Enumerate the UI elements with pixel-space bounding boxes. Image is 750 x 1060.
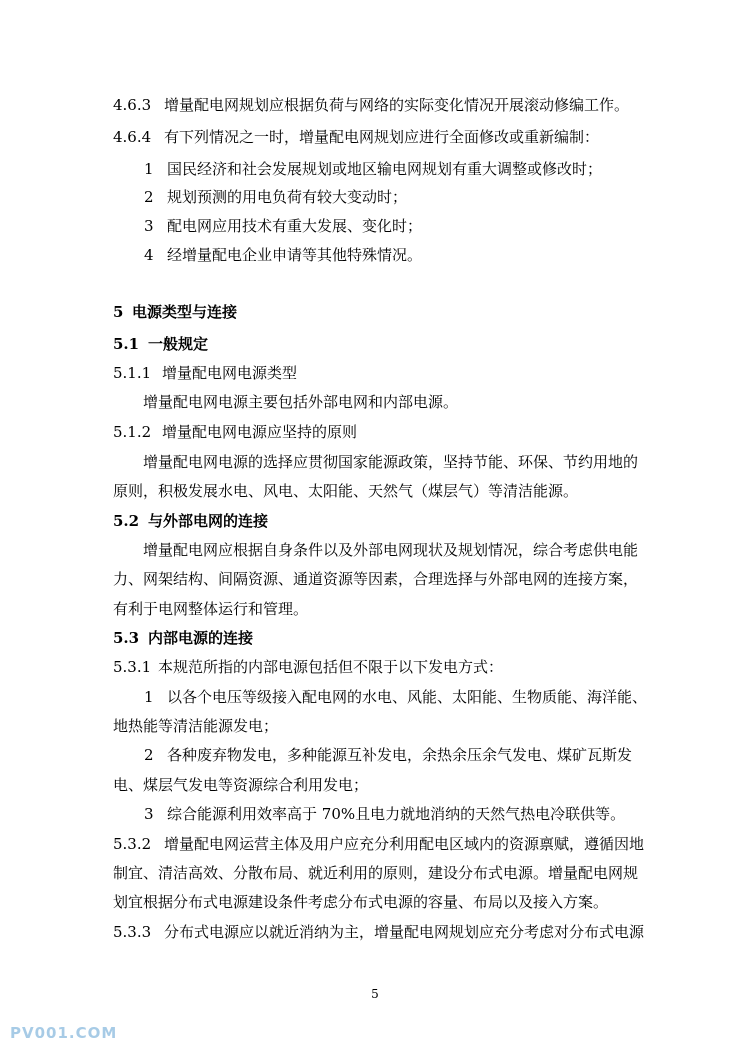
- list-number: 3: [144, 217, 154, 235]
- clause-text: 增量配电网规划应根据负荷与网络的实际变化情况开展滚动修编工作。: [164, 96, 630, 114]
- list-item-text: 经增量配电企业申请等其他特殊情况。: [167, 246, 423, 264]
- clause-number: 4.6.4: [113, 128, 152, 146]
- list-item-text: 各种废弃物发电，多种能源互补发电，余热余压余气发电、煤矿瓦斯发: [167, 746, 633, 764]
- clause-text: 分布式电源应以就近消纳为主，增量配电网规划应充分考虑对分布式电源: [164, 923, 645, 941]
- paragraph: 力、网架结构、间隔资源、通道资源等因素，合理选择与外部电网的连接方案，: [113, 570, 639, 588]
- section-number: 5.3: [113, 629, 140, 647]
- list-item-text: 以各个电压等级接入配电网的水电、风能、太阳能、生物质能、海洋能、: [167, 688, 648, 706]
- list-item-continuation: 地热能等清洁能源发电；: [113, 717, 279, 735]
- paragraph: 增量配电网电源的选择应贯彻国家能源政策，坚持节能、环保、节约用地的: [143, 453, 639, 471]
- clause-number: 5.3.3: [113, 923, 152, 941]
- section-number: 5: [113, 303, 124, 321]
- section-heading: 与外部电网的连接: [148, 512, 269, 530]
- clause-number: 5.1.2: [113, 423, 152, 441]
- section-heading: 一般规定: [148, 335, 209, 353]
- clause-number: 5.3.1: [113, 658, 152, 676]
- list-number: 1: [144, 688, 154, 706]
- list-number: 2: [144, 746, 154, 764]
- clause-text: 增量配电网电源应坚持的原则: [162, 423, 358, 441]
- list-number: 4: [144, 246, 154, 264]
- clause-text: 本规范所指的内部电源包括但不限于以下发电方式：: [158, 658, 504, 676]
- paragraph: 原则，积极发展水电、风电、太阳能、天然气（煤层气）等清洁能源。: [113, 482, 579, 500]
- paragraph: 增量配电网电源主要包括外部电网和内部电源。: [143, 393, 459, 411]
- list-number: 3: [144, 805, 154, 823]
- list-number: 1: [144, 160, 154, 178]
- list-item-text: 规划预测的用电负荷有较大变动时；: [167, 188, 408, 206]
- list-item-continuation: 电、煤层气发电等资源综合利用发电；: [113, 776, 369, 794]
- paragraph: 增量配电网应根据自身条件以及外部电网现状及规划情况，综合考虑供电能: [143, 541, 639, 559]
- section-number: 5.2: [113, 512, 140, 530]
- clause-number: 5.1.1: [113, 364, 152, 382]
- list-number: 2: [144, 188, 154, 206]
- list-item-text: 国民经济和社会发展规划或地区输电网规划有重大调整或修改时；: [167, 160, 603, 178]
- clause-text: 增量配电网运营主体及用户应充分利用配电区域内的资源禀赋，遵循因地: [164, 835, 645, 853]
- list-item-text: 配电网应用技术有重大发展、变化时；: [167, 217, 423, 235]
- page-number: 5: [371, 987, 379, 1001]
- section-heading: 内部电源的连接: [148, 629, 254, 647]
- paragraph: 有利于电网整体运行和管理。: [113, 600, 309, 618]
- paragraph: 划宜根据分布式电源建设条件考虑分布式电源的容量、布局以及接入方案。: [113, 893, 609, 911]
- list-item-text: 综合能源利用效率高于 70%且电力就地消纳的天然气热电冷联供等。: [167, 805, 626, 823]
- section-number: 5.1: [113, 335, 140, 353]
- clause-number: 5.3.2: [113, 835, 152, 853]
- section-heading: 电源类型与连接: [132, 303, 238, 321]
- watermark-text: PV001.COM: [10, 1024, 118, 1042]
- clause-text: 有下列情况之一时，增量配电网规划应进行全面修改或重新编制：: [164, 128, 600, 146]
- paragraph: 制宜、清洁高效、分散布局、就近利用的原则，建设分布式电源。增量配电网规: [113, 864, 639, 882]
- clause-text: 增量配电网电源类型: [162, 364, 298, 382]
- clause-number: 4.6.3: [113, 96, 152, 114]
